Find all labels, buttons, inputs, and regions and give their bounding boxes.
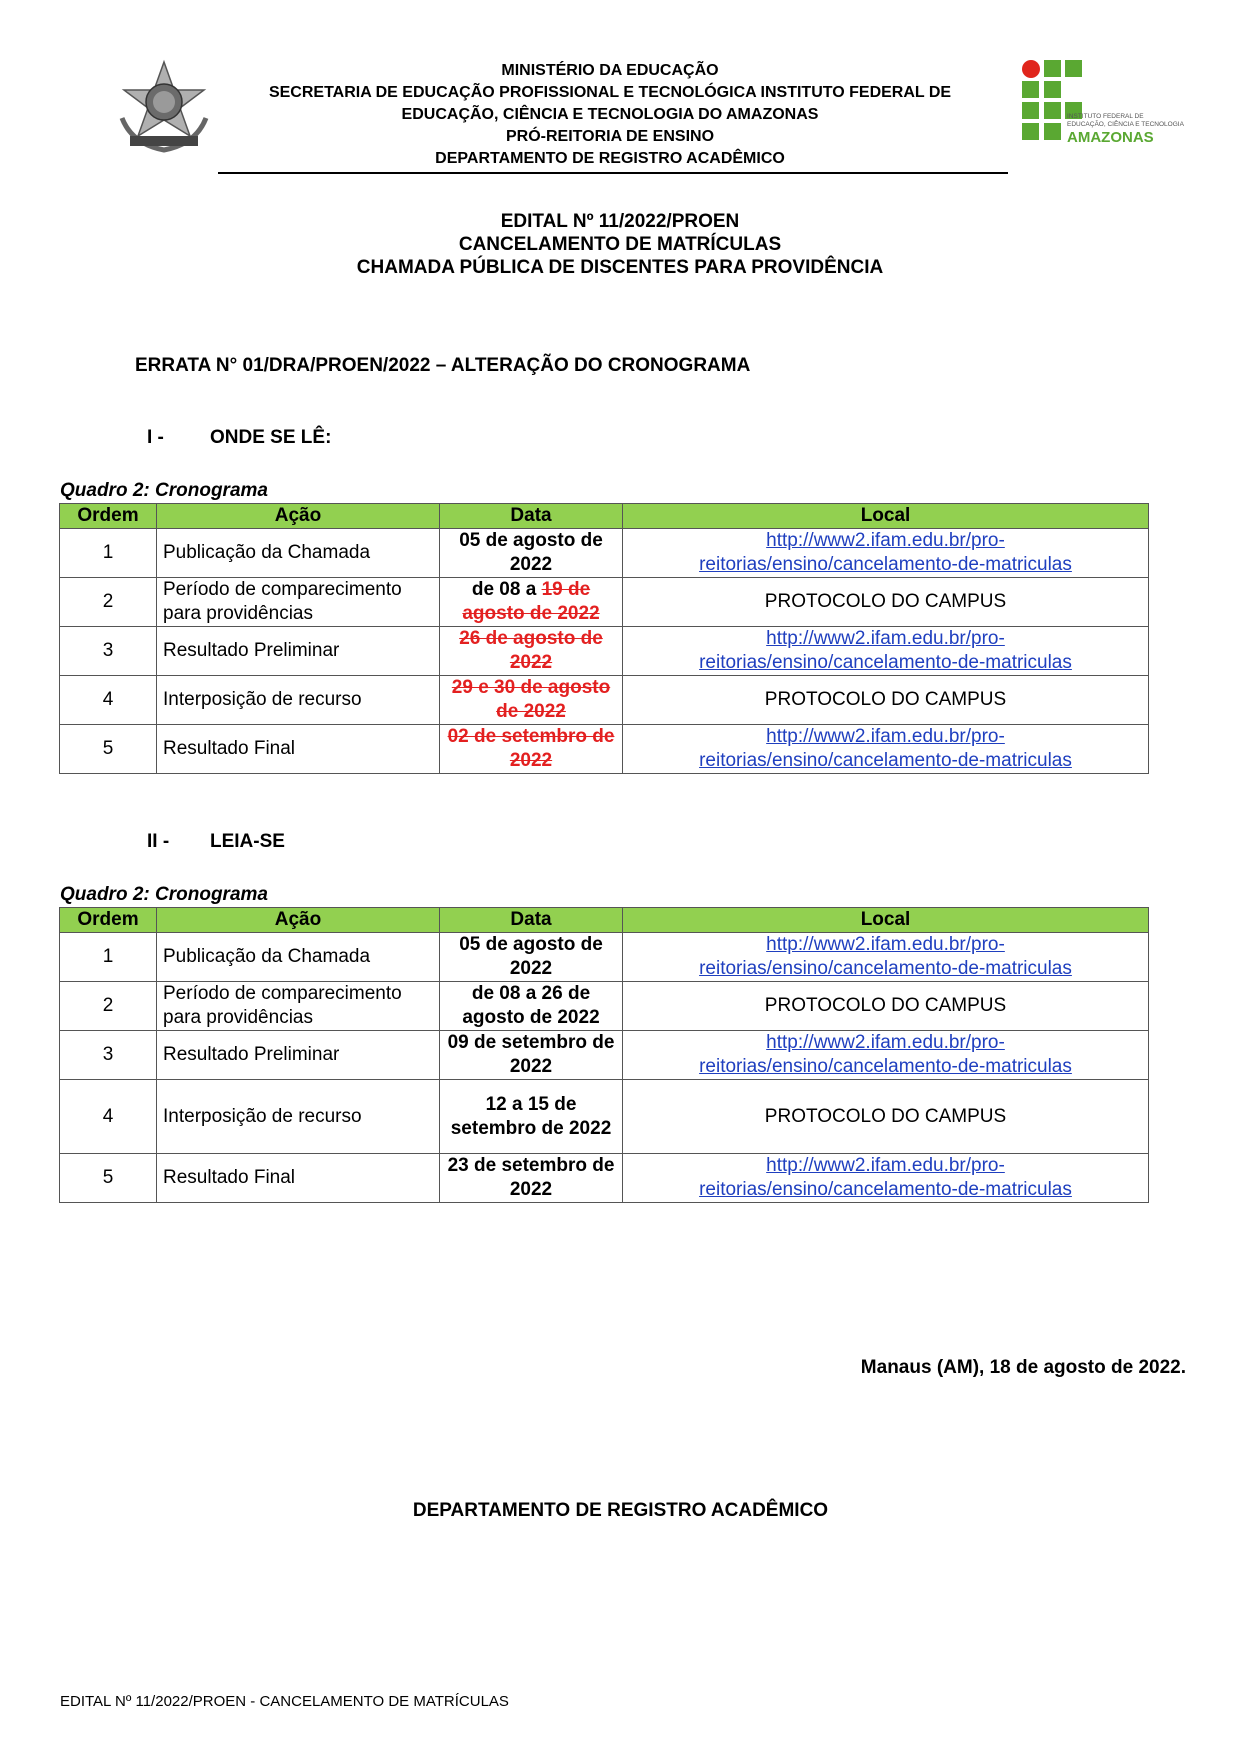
cell-acao: Resultado Preliminar [157,627,440,676]
title-edital: EDITAL Nº 11/2022/PROEN [500,211,740,232]
table-row [60,933,1149,982]
logo-text-line2: EDUCAÇÃO, CIÊNCIA E TECNOLOGIA [1067,121,1184,128]
cell-data: de 08 a 26 de agosto de 2022 [440,982,623,1031]
cell-data: 23 de setembro de 2022 [440,1154,623,1203]
section-1-label: ONDE SE LÊ: [210,427,332,448]
cell-ordem: 5 [60,725,157,774]
header-secretariat: SECRETARIA DE EDUCAÇÃO PROFISSIONAL E TECNOLÓGICA INSTITUTO FEDERAL DE [268,84,952,101]
table-row [60,1031,1149,1080]
cell-data [440,725,623,774]
cell-data [440,578,623,627]
cell-acao: Publicação da Chamada [157,933,440,982]
cell-local-link[interactable] [623,933,1149,982]
cell-local-link[interactable] [623,725,1149,774]
table-row [60,676,1149,725]
col-header-ordem: Ordem [60,504,157,529]
data-prefix: de 08 a [471,579,537,600]
cell-acao: Período de comparecimento para providências [157,578,440,627]
header-department: DEPARTAMENTO DE REGISTRO ACADÊMICO [435,150,785,167]
col-header-local: Local [623,908,1149,933]
cell-local-link[interactable] [623,627,1149,676]
local-link-part2[interactable]: reitorias/ensino/cancelamento-de-matriculas [699,1056,1072,1077]
header-ministry: MINISTÉRIO DA EDUCAÇÃO [501,62,719,79]
cell-acao: Interposição de recurso [157,1080,440,1154]
cell-local: PROTOCOLO DO CAMPUS [623,676,1149,725]
local-link-part2[interactable]: reitorias/ensino/cancelamento-de-matriculas [699,554,1072,575]
cell-acao: Período de comparecimento para providências [157,982,440,1031]
cell-acao: Resultado Final [157,1154,440,1203]
cell-ordem: 3 [60,1031,157,1080]
table-header-row [60,908,1149,933]
local-link-part1[interactable]: http://www2.ifam.edu.br/pro- [766,726,1005,747]
page-footer: EDITAL Nº 11/2022/PROEN - CANCELAMENTO DE MATRÍCULAS [60,1693,509,1710]
section-2-number: II - [147,831,170,852]
signing-department: DEPARTAMENTO DE REGISTRO ACADÊMICO [412,1500,829,1521]
table-2-caption: Quadro 2: Cronograma [60,884,268,905]
document-title [200,210,1040,279]
cell-local-link[interactable] [623,1031,1149,1080]
coat-of-arms-icon [112,60,216,156]
logo-text-line1: INSTITUTO FEDERAL DE [1067,113,1144,120]
title-call: CHAMADA PÚBLICA DE DISCENTES PARA PROVIDÊNCIA [356,257,884,278]
cell-ordem: 1 [60,529,157,578]
local-link-part2[interactable]: reitorias/ensino/cancelamento-de-matriculas [699,958,1072,979]
col-header-local: Local [623,504,1149,529]
col-header-ordem: Ordem [60,908,157,933]
cell-data: 09 de setembro de 2022 [440,1031,623,1080]
cell-ordem: 3 [60,627,157,676]
local-link-part1[interactable]: http://www2.ifam.edu.br/pro- [766,934,1005,955]
section-1-number: I - [147,427,164,448]
institution-header [210,60,1010,170]
col-header-acao: Ação [157,504,440,529]
cell-ordem: 2 [60,982,157,1031]
struck-date: 26 de agosto de 2022 [459,628,603,673]
logo-text-line3: AMAZONAS [1067,129,1154,146]
table-row [60,1080,1149,1154]
cell-data [440,627,623,676]
local-link-part2[interactable]: reitorias/ensino/cancelamento-de-matriculas [699,652,1072,673]
struck-date: 02 de setembro de 2022 [447,726,615,771]
struck-date: 29 e 30 de agosto de 2022 [451,677,611,722]
cell-data: 05 de agosto de 2022 [440,933,623,982]
cell-local: PROTOCOLO DO CAMPUS [623,982,1149,1031]
section-2-label: LEIA-SE [210,831,285,852]
cell-local-link[interactable] [623,529,1149,578]
cell-ordem: 5 [60,1154,157,1203]
cell-acao: Publicação da Chamada [157,529,440,578]
col-header-acao: Ação [157,908,440,933]
cell-acao: Resultado Preliminar [157,1031,440,1080]
local-link-part2[interactable]: reitorias/ensino/cancelamento-de-matriculas [699,1179,1072,1200]
cell-data [440,676,623,725]
local-link-part2[interactable]: reitorias/ensino/cancelamento-de-matriculas [699,750,1072,771]
cell-ordem: 4 [60,676,157,725]
cell-acao: Interposição de recurso [157,676,440,725]
schedule-table-new [59,907,1149,1203]
cell-ordem: 4 [60,1080,157,1154]
header-divider [218,172,1008,174]
cell-data: 05 de agosto de 2022 [440,529,623,578]
table-row [60,982,1149,1031]
table-1-caption: Quadro 2: Cronograma [60,480,268,501]
header-pro-rectorate: PRÓ-REITORIA DE ENSINO [505,128,715,145]
cell-ordem: 1 [60,933,157,982]
cell-acao: Resultado Final [157,725,440,774]
table-row [60,725,1149,774]
table-row [60,1154,1149,1203]
schedule-table-old [59,503,1149,774]
table-header-row [60,504,1149,529]
cell-local: PROTOCOLO DO CAMPUS [623,1080,1149,1154]
signature-date: Manaus (AM), 18 de agosto de 2022. [860,1357,1186,1378]
header-institute: EDUCAÇÃO, CIÊNCIA E TECNOLOGIA DO AMAZONAS [401,106,819,123]
table-row [60,529,1149,578]
cell-local: PROTOCOLO DO CAMPUS [623,578,1149,627]
local-link-part1[interactable]: http://www2.ifam.edu.br/pro- [766,628,1005,649]
col-header-data: Data [440,504,623,529]
errata-heading: ERRATA N° 01/DRA/PROEN/2022 – ALTERAÇÃO DO CRONOGRAMA [135,355,751,376]
struck-date: 19 de agosto de 2022 [462,579,600,624]
table-row [60,627,1149,676]
table-row [60,578,1149,627]
cell-local-link[interactable] [623,1154,1149,1203]
local-link-part1[interactable]: http://www2.ifam.edu.br/pro- [766,1155,1005,1176]
ifam-logo [1020,58,1184,154]
local-link-part1[interactable]: http://www2.ifam.edu.br/pro- [766,1032,1005,1053]
local-link-part1[interactable]: http://www2.ifam.edu.br/pro- [766,530,1005,551]
cell-ordem: 2 [60,578,157,627]
col-header-data: Data [440,908,623,933]
title-subject: CANCELAMENTO DE MATRÍCULAS [458,234,782,255]
cell-data: 12 a 15 de setembro de 2022 [440,1080,623,1154]
